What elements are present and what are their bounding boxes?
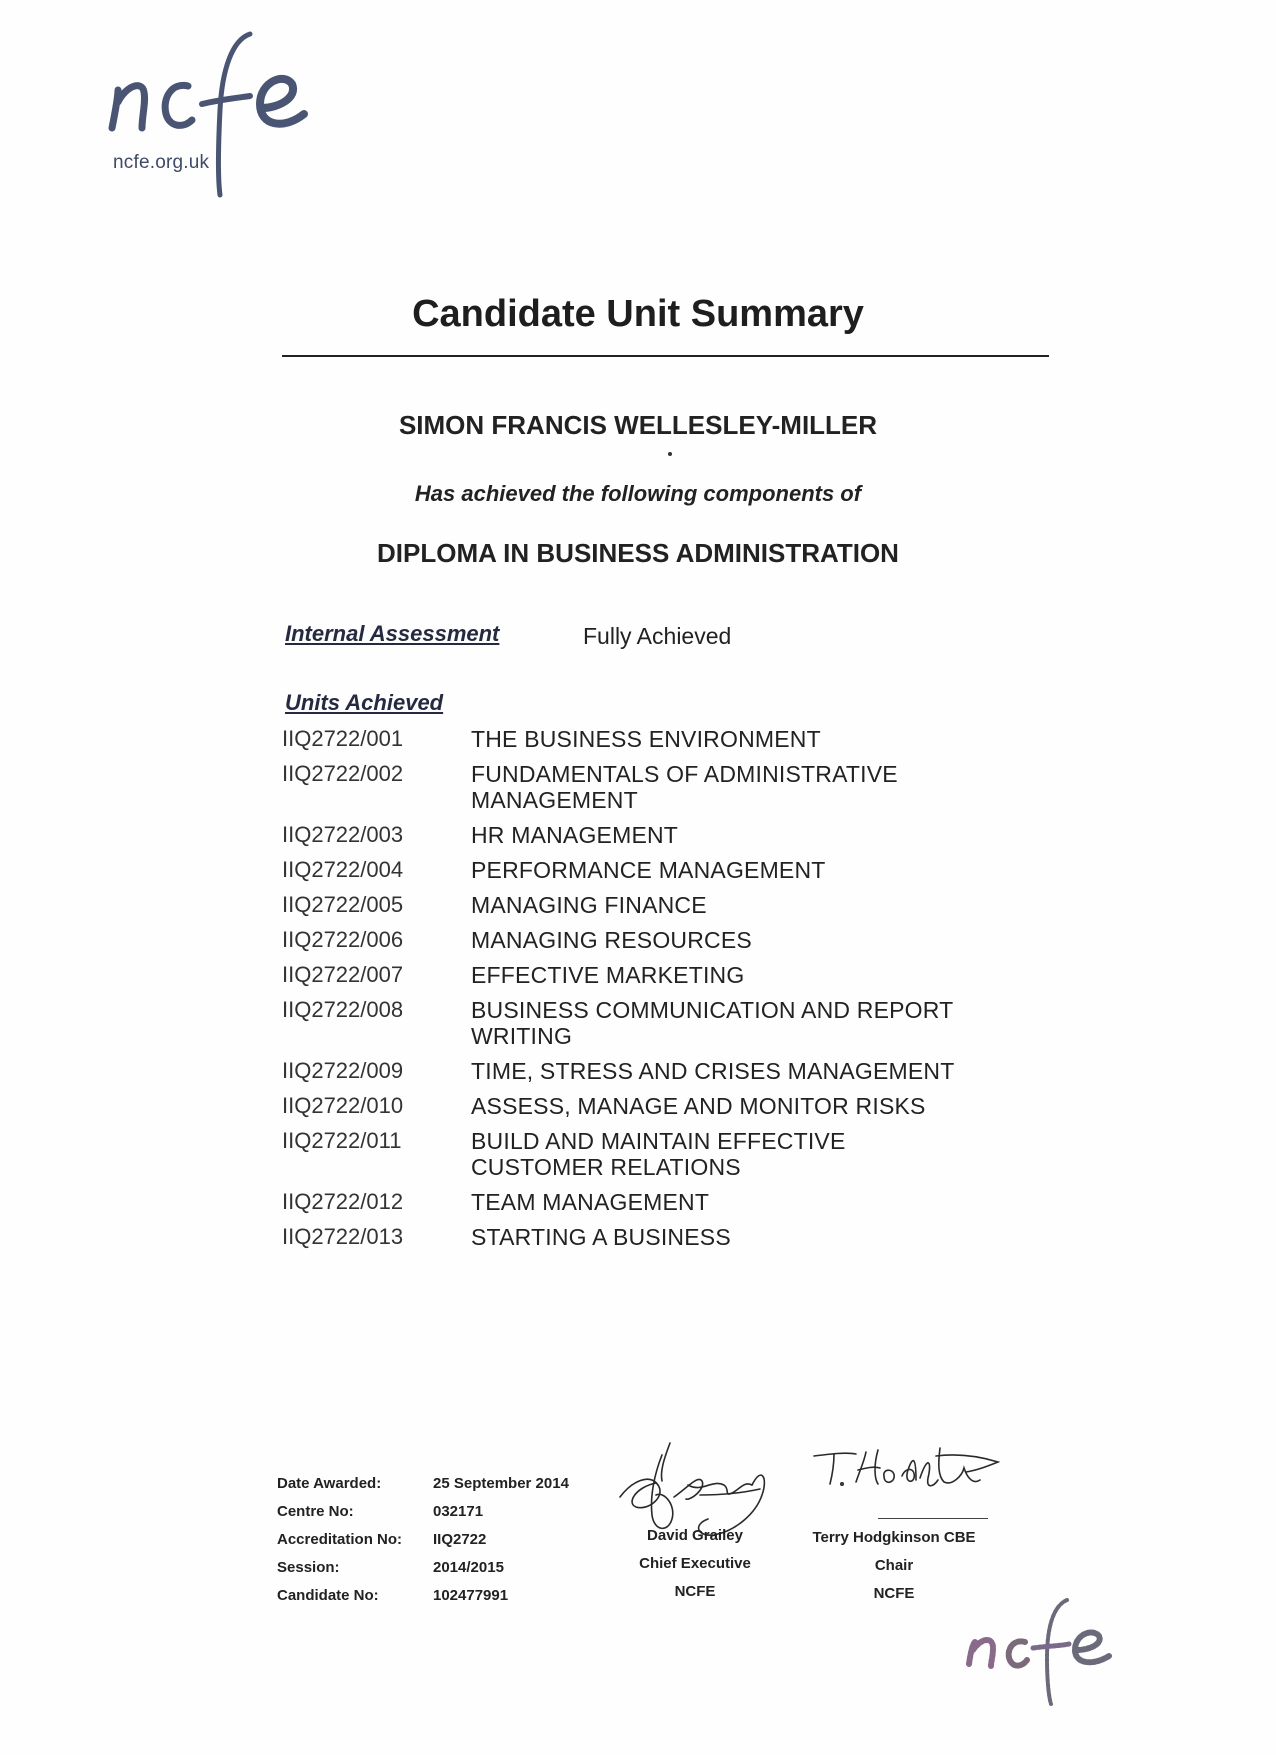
unit-row	[282, 822, 1042, 848]
detail-label: Candidate No:	[277, 1587, 379, 1604]
unit-code: IIQ2722/002	[282, 761, 404, 786]
ncfe-logo	[108, 30, 358, 230]
unit-title: PERFORMANCE MANAGEMENT	[471, 857, 826, 883]
unit-code: IIQ2722/010	[282, 1093, 404, 1118]
unit-code: IIQ2722/004	[282, 857, 404, 882]
detail-row	[277, 1587, 593, 1615]
detail-row	[277, 1475, 593, 1503]
qualification-title: DIPLOMA IN BUSINESS ADMINISTRATION	[377, 538, 899, 568]
unit-row	[282, 1224, 1042, 1250]
achievement-intro: Has achieved the following components of	[414, 481, 862, 506]
detail-label: Session:	[277, 1559, 340, 1576]
unit-row	[282, 1128, 1042, 1180]
signature-hodgkinson	[812, 1440, 1002, 1510]
signature-grailey	[612, 1435, 792, 1540]
internal-assessment-label: Internal Assessment	[285, 621, 500, 646]
unit-title: TIME, STRESS AND CRISES MANAGEMENT	[471, 1058, 955, 1084]
unit-row	[282, 761, 1042, 813]
units-list	[282, 726, 1042, 1259]
detail-value: 032171	[433, 1503, 484, 1520]
candidate-name: SIMON FRANCIS WELLESLEY-MILLER	[398, 410, 878, 440]
unit-code: IIQ2722/003	[282, 822, 404, 847]
unit-title: THE BUSINESS ENVIRONMENT	[471, 726, 821, 752]
unit-title: MANAGING FINANCE	[471, 892, 707, 918]
signatory-name: David Grailey	[647, 1527, 743, 1544]
unit-code: IIQ2722/013	[282, 1224, 404, 1249]
unit-title: FUNDAMENTALS OF ADMINISTRATIVE MANAGEMENT	[471, 761, 898, 813]
signatory-org: NCFE	[873, 1585, 915, 1602]
unit-row	[282, 1058, 1042, 1084]
signatory-org: NCFE	[674, 1583, 716, 1600]
unit-row	[282, 927, 1042, 953]
unit-code: IIQ2722/008	[282, 997, 404, 1022]
unit-code: IIQ2722/012	[282, 1189, 404, 1214]
award-details	[277, 1475, 593, 1615]
detail-value: 2014/2015	[433, 1559, 504, 1576]
unit-row	[282, 892, 1042, 918]
title-divider	[282, 355, 1049, 357]
unit-row	[282, 997, 1042, 1049]
document-title: Candidate Unit Summary	[412, 293, 864, 335]
detail-row	[277, 1559, 593, 1587]
signature-line	[878, 1518, 988, 1519]
signatory-role: Chief Executive	[639, 1555, 751, 1572]
detail-row	[277, 1503, 593, 1531]
unit-row	[282, 962, 1042, 988]
ncfe-stamp	[963, 1598, 1123, 1708]
detail-value: 25 September 2014	[433, 1475, 569, 1492]
unit-row	[282, 726, 1042, 752]
detail-label: Centre No:	[277, 1503, 354, 1520]
unit-title: TEAM MANAGEMENT	[471, 1189, 710, 1215]
unit-title: BUILD AND MAINTAIN EFFECTIVE CUSTOMER RELATIONS	[471, 1128, 846, 1180]
dot-mark	[668, 452, 672, 456]
detail-label: Accreditation No:	[277, 1531, 403, 1548]
detail-row	[277, 1531, 593, 1559]
unit-title: HR MANAGEMENT	[471, 822, 679, 848]
logo-url: ncfe.org.uk	[113, 152, 210, 173]
unit-code: IIQ2722/001	[282, 726, 404, 751]
signatory-name: Terry Hodgkinson CBE	[812, 1529, 976, 1546]
unit-title: STARTING A BUSINESS	[471, 1224, 731, 1250]
detail-label: Date Awarded:	[277, 1475, 382, 1492]
unit-code: IIQ2722/009	[282, 1058, 404, 1083]
unit-title: EFFECTIVE MARKETING	[471, 962, 745, 988]
unit-row	[282, 1189, 1042, 1215]
units-achieved-label: Units Achieved	[285, 690, 444, 715]
unit-row	[282, 1093, 1042, 1119]
unit-code: IIQ2722/006	[282, 927, 404, 952]
unit-title: MANAGING RESOURCES	[471, 927, 752, 953]
internal-assessment-value: Fully Achieved	[583, 623, 732, 649]
detail-value: IIQ2722	[433, 1531, 487, 1548]
detail-value: 102477991	[433, 1587, 509, 1604]
unit-code: IIQ2722/005	[282, 892, 404, 917]
unit-title: BUSINESS COMMUNICATION AND REPORT WRITING	[471, 997, 953, 1049]
unit-title: ASSESS, MANAGE AND MONITOR RISKS	[471, 1093, 926, 1119]
unit-code: IIQ2722/011	[282, 1128, 402, 1153]
unit-code: IIQ2722/007	[282, 962, 404, 987]
signatory-role: Chair	[874, 1557, 914, 1574]
unit-row	[282, 857, 1042, 883]
